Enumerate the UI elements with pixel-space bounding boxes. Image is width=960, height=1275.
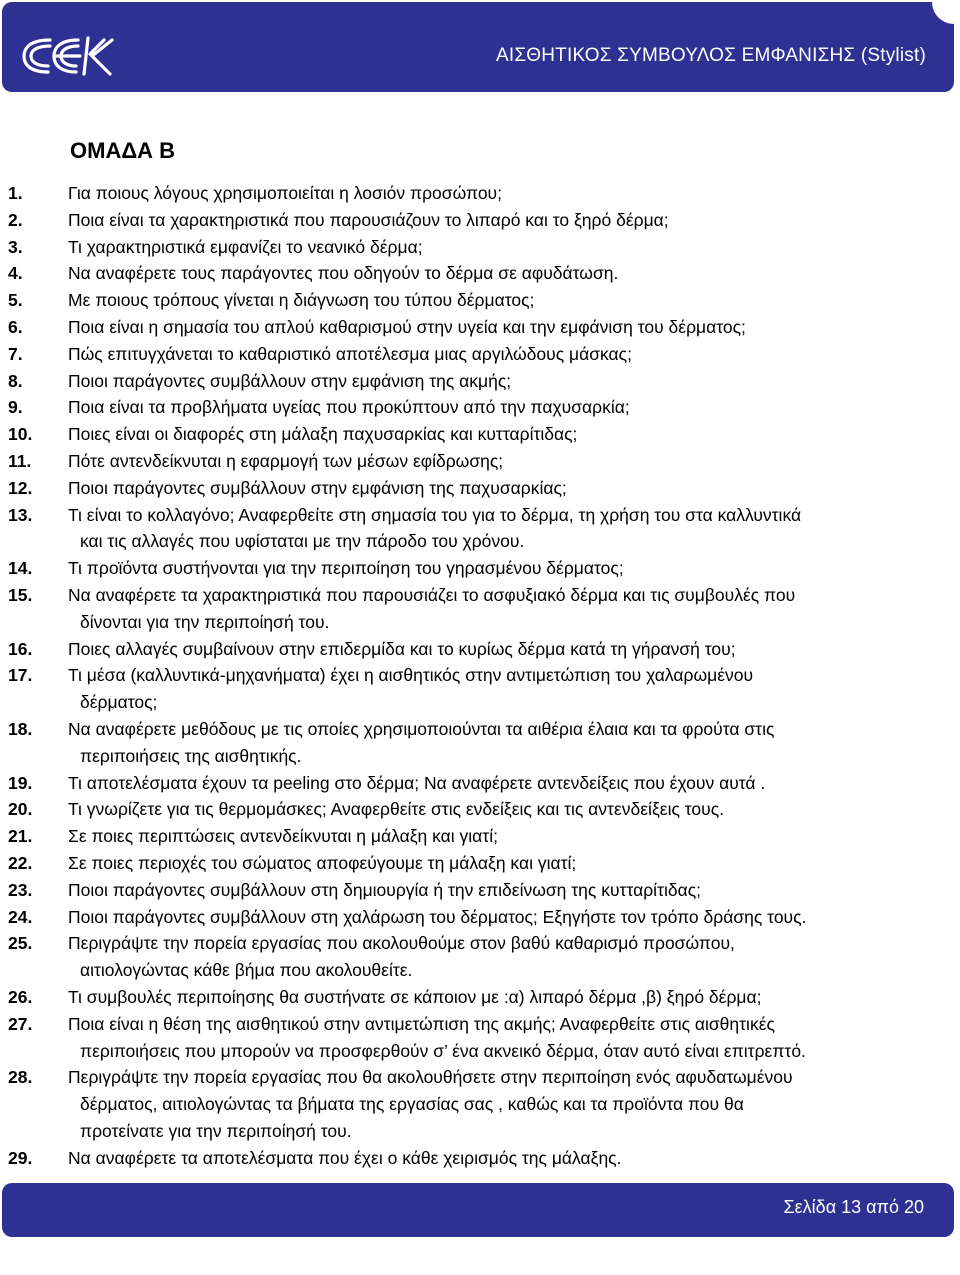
question-number: 10. [8,424,33,445]
question-line: Τι γνωρίζετε για τις θερμομάσκες; Αναφερθείτε στις ενδείξεις και τις αντενδείξεις τους. [68,799,725,820]
question-number: 4. [8,263,23,284]
question-line: Ποιοι παράγοντες συμβάλλουν στην εμφάνιση της ακμής; [68,370,512,391]
question-line: Τι μέσα (καλλυντικά-μηχανήματα) έχει η αισθητικός στην αντιμετώπιση του χαλαρωμένου [68,665,754,686]
question-line: δέρματος; [80,692,158,713]
question-text [68,930,948,984]
question-item [8,260,948,287]
question-number: 27. [8,1013,33,1034]
question-item [8,662,948,716]
question-item [8,341,948,368]
question-line: περιποιήσεις της αισθητικής. [80,745,302,766]
question-line: Για ποιους λόγους χρησιμοποιείται η λοσιόν προσώπου; [68,183,502,203]
question-line: Σε ποιες περιοχές του σώματος αποφεύγουμε τη μάλαξη και γιατί; [68,852,577,873]
question-text [68,368,948,395]
question-number: 22. [8,852,33,873]
header-bar [2,2,954,92]
question-item [8,421,948,448]
question-number: 20. [8,799,33,820]
question-number: 21. [8,826,33,847]
question-text [68,904,948,931]
question-text [68,448,948,475]
header-corner [932,2,954,24]
question-item [8,555,948,582]
question-item [8,475,948,502]
question-item [8,716,948,770]
question-text [68,314,948,341]
question-text [68,502,948,556]
question-line: Να αναφέρετε τα χαρακτηριστικά που παρουσιάζει το ασφυξιακό δέρμα και τις συμβουλές που [68,584,796,605]
question-number: 5. [8,290,23,311]
question-number: 3. [8,236,23,257]
question-text [68,1064,948,1144]
question-line: δέρματος, αιτιολογώντας τα βήματα της εργασίας σας , καθώς και τα προϊόντα που θα [80,1094,744,1115]
question-item [8,850,948,877]
question-text [68,636,948,663]
question-line: Τι χαρακτηριστικά εμφανίζει το νεανικό δέρμα; [68,236,423,257]
question-line: Τι συμβουλές περιποίησης θα συστήνατε σε κάποιον με :α) λιπαρό δέρμα ,β) ξηρό δέρμα; [68,986,762,1007]
question-text [68,475,948,502]
question-item [8,582,948,636]
question-line: Ποιοι παράγοντες συμβάλλουν στη χαλάρωση του δέρματος; Εξηγήστε τον τρόπο δράσης τους. [68,906,807,927]
question-item [8,877,948,904]
question-number: 26. [8,986,33,1007]
question-line: Να αναφέρετε μεθόδους με τις οποίες χρησιμοποιούνται τα αιθέρια έλαια και τα φρούτα στις [68,718,775,739]
question-number: 19. [8,772,33,793]
question-text [68,341,948,368]
question-number: 17. [8,665,33,686]
question-item [8,180,948,207]
question-line: Ποια είναι τα προβλήματα υγείας που προκύπτουν από την παχυσαρκία; [68,397,630,418]
question-item [8,448,948,475]
question-item [8,1145,948,1172]
question-text [68,796,948,823]
question-text [68,394,948,421]
question-item [8,1011,948,1065]
question-number: 9. [8,397,23,418]
question-text [68,823,948,850]
question-text [68,234,948,261]
question-line: Πότε αντενδείκνυται η εφαρμογή των μέσων εφίδρωσης; [68,450,504,471]
question-text [68,287,948,314]
question-item [8,823,948,850]
question-text [68,770,948,797]
question-item [8,502,948,556]
question-text [68,984,948,1011]
cek-logo-icon [20,34,116,78]
question-line: Ποιοι παράγοντες συμβάλλουν στη δημιουργία ή την επιδείνωση της κυτταρίτιδας; [68,879,702,900]
question-item [8,394,948,421]
question-line: Με ποιους τρόπους γίνεται η διάγνωση του τύπου δέρματος; [68,290,535,311]
question-line: περιποιήσεις που μπορούν να προσφερθούν σ’ ένα ακνεικό δέρμα, όταν αυτό είναι επιτρεπτό. [80,1040,806,1061]
question-text [68,555,948,582]
question-line: Τι αποτελέσματα έχουν τα peeling στο δέρμα; Να αναφέρετε αντενδείξεις που έχουν αυτά . [68,772,766,793]
question-number: 23. [8,879,33,900]
page-footer [2,1183,954,1237]
question-number: 6. [8,316,23,337]
question-number: 15. [8,584,33,605]
question-text [68,1011,948,1065]
question-number: 29. [8,1147,33,1168]
question-number: 2. [8,209,23,230]
question-list [8,180,948,1171]
question-line: δίνονται για την περιποίησή του. [80,611,330,632]
question-text [68,716,948,770]
question-item [8,636,948,663]
question-number: 11. [8,450,32,471]
question-line: Ποια είναι η σημασία του απλού καθαρισμού στην υγεία και την εμφάνιση του δέρματος; [68,316,746,337]
question-text [68,180,948,207]
question-item [8,1064,948,1144]
question-number: 7. [8,343,23,364]
question-line: Ποια είναι η θέση της αισθητικού στην αντιμετώπιση της ακμής; Αναφερθείτε στις αισθητικές [68,1013,775,1034]
header-title: ΑΙΣΘΗΤΙΚΟΣ ΣΥΜΒΟΥΛΟΣ ΕΜΦΑΝΙΣΗΣ (Stylist) [495,45,926,66]
question-item [8,287,948,314]
question-number: 16. [8,638,33,659]
question-text [68,421,948,448]
question-number: 13. [8,504,33,525]
question-item [8,796,948,823]
question-item [8,207,948,234]
question-line: Περιγράψτε την πορεία εργασίας που ακολουθούμε στον βαθύ καθαρισμό προσώπου, [68,933,735,954]
question-item [8,314,948,341]
question-number: 25. [8,933,33,954]
question-line: αιτιολογώντας κάθε βήμα που ακολουθείτε. [80,960,413,981]
group-title: ΟΜΑΔΑ Β [70,138,176,163]
question-text [68,850,948,877]
question-line: προτείνατε για την περιποίησή του. [80,1120,352,1141]
question-number: 1. [8,183,23,203]
question-number: 14. [8,558,33,579]
question-line: Σε ποιες περιπτώσεις αντενδείκνυται η μάλαξη και γιατί; [68,826,498,847]
page-header [0,0,960,98]
question-number: 28. [8,1067,33,1088]
question-item [8,234,948,261]
question-item [8,930,948,984]
question-text [68,877,948,904]
question-line: Να αναφέρετε τα αποτελέσματα που έχει ο κάθε χειρισμός της μάλαξης. [68,1147,622,1168]
question-line: Να αναφέρετε τους παράγοντες που οδηγούν το δέρμα σε αφυδάτωση. [68,263,619,284]
question-line: Ποιοι παράγοντες συμβάλλουν στην εμφάνιση της παχυσαρκίας; [68,477,567,498]
question-line: Ποιες είναι οι διαφορές στη μάλαξη παχυσαρκίας και κυτταρίτιδας; [68,424,578,445]
question-line: Τι είναι το κολλαγόνο; Αναφερθείτε στη σημασία του για το δέρμα, τη χρήση του στα καλλυντικά [68,504,802,525]
question-number: 8. [8,370,23,391]
page-number: Σελίδα 13 από 20 [783,1197,924,1217]
question-text [68,207,948,234]
question-line: Ποια είναι τα χαρακτηριστικά που παρουσιάζουν το λιπαρό και το ξηρό δέρμα; [68,209,669,230]
question-text [68,1145,948,1172]
question-line: Πώς επιτυγχάνεται το καθαριστικό αποτέλεσμα μιας αργιλώδους μάσκας; [68,343,632,364]
question-line: Ποιες αλλαγές συμβαίνουν στην επιδερμίδα και το κυρίως δέρμα κατά τη γήρανσή του; [68,638,736,659]
question-item [8,770,948,797]
question-number: 24. [8,906,33,927]
question-item [8,904,948,931]
question-line: και τις αλλαγές που υφίσταται με την πάροδο του χρόνου. [80,531,525,552]
question-line: Περιγράψτε την πορεία εργασίας που θα ακολουθήσετε στην περιποίηση ενός αφυδατωμένου [68,1067,793,1088]
question-line: Τι προϊόντα συστήνονται για την περιποίηση του γηρασμένου δέρματος; [68,558,624,579]
question-number: 18. [8,718,33,739]
question-text [68,662,948,716]
question-number: 12. [8,477,33,498]
question-item [8,984,948,1011]
question-text [68,260,948,287]
question-item [8,368,948,395]
question-text [68,582,948,636]
